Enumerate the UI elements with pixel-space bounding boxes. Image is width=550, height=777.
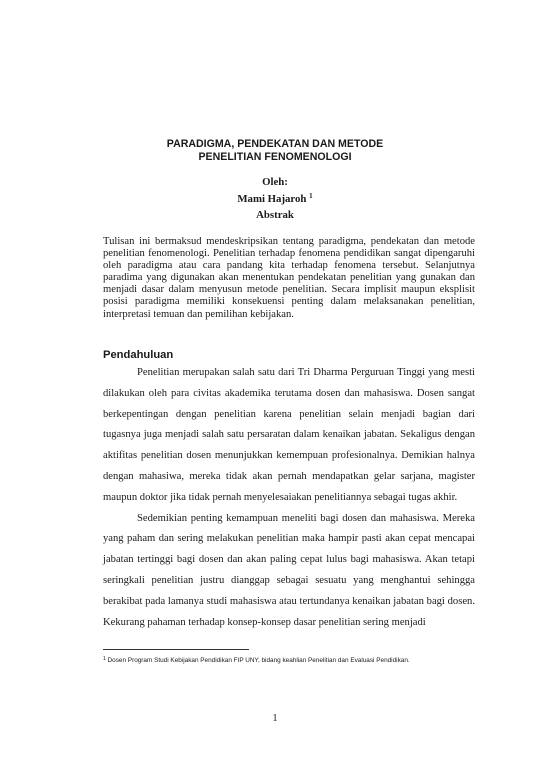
author-name: Mami Hajaroh: [237, 192, 307, 205]
footnote-mark: 1: [103, 656, 106, 662]
body-paragraph: Penelitian merupakan salah satu dari Tri Dharma Perguruan Tinggi yang mesti dilakukan oleh para civitas akademika terutama dosen dan mahasiswa. Dosen sangat berkepentingan dengan penelitian karena penelitian selain menjadi bagian dari tugasnya juga menjadi salah satu persaratan dalam kenaikan jabatan. Sekaligus dengan aktifitas penelitian dosen menunjukkan kemempuan profesionalnya. Demikian halnya dengan mahasiwa, mereka tidak akan pernah mendapatkan gelar sarjana, magister maupun doktor jika tidak pernah menyelesaiakan penelitiannya sebagai tugas akhir.: [103, 367, 475, 503]
title-line-2: PENELITIAN FENOMENOLOGI: [198, 151, 352, 163]
author-block: [0, 176, 550, 206]
title-line-1: PARADIGMA, PENDEKATAN DAN METODE: [166, 138, 384, 150]
footnote: [103, 655, 483, 665]
section-body: [103, 363, 475, 633]
author-footnote-mark: 1: [309, 191, 313, 200]
footnote-text: Dosen Program Studi Kebijakan Pendidikan FIP UNY, bidang keahlian Penelitian dan Evaluasi Pendidikan.: [105, 657, 410, 664]
page-number: 1: [272, 713, 278, 724]
abstract-heading: Abstrak: [256, 209, 294, 221]
by-label: Oleh:: [262, 176, 288, 188]
body-paragraph: Sedemikian penting kemampuan meneliti bagi dosen dan mahasiswa. Mereka yang paham dan sering melakukan penelitian maka hampir pasti akan cepat mencapai jabatan tertinggi bagi dosen dan akan paling cepat lulus bagi mahasiswa. Akan tetapi seringkali penelitian justru dianggap sebagai sesuatu yang menghantui sehingga berakibat pada lamanya studi mahasiswa atau tertundanya kenaikan jabatan bagi dosen. Kekurang pahaman terhadap konsep-konsep dasar penelitian sering menjadi: [103, 512, 475, 628]
section-heading: Pendahuluan: [103, 349, 174, 361]
footnote-divider: [103, 649, 249, 650]
author-line: [0, 190, 550, 207]
abstract-text: Tulisan ini bermaksud mendeskripsikan tentang paradigma, pendekatan dan metode penelitian fenomenologi. Penelitian terhadap fenomena pendidikan sangat dipengaruhi oleh paradigma atau cara pandang kita terhadap fenomena tersebut. Selanjutnya paradima yang digunakan akan menentukan pendekatan penelitian yang gunakan dan menjadi dasar dalam menyusun metode penelitian. Secara implisit maupun eksplisit posisi paradigma memiliki konsekuensi penting dalam melaksanakan penelitian, interpretasi temuan dan pemilihan kebijakan.: [103, 236, 475, 320]
paper-title: [0, 138, 550, 164]
